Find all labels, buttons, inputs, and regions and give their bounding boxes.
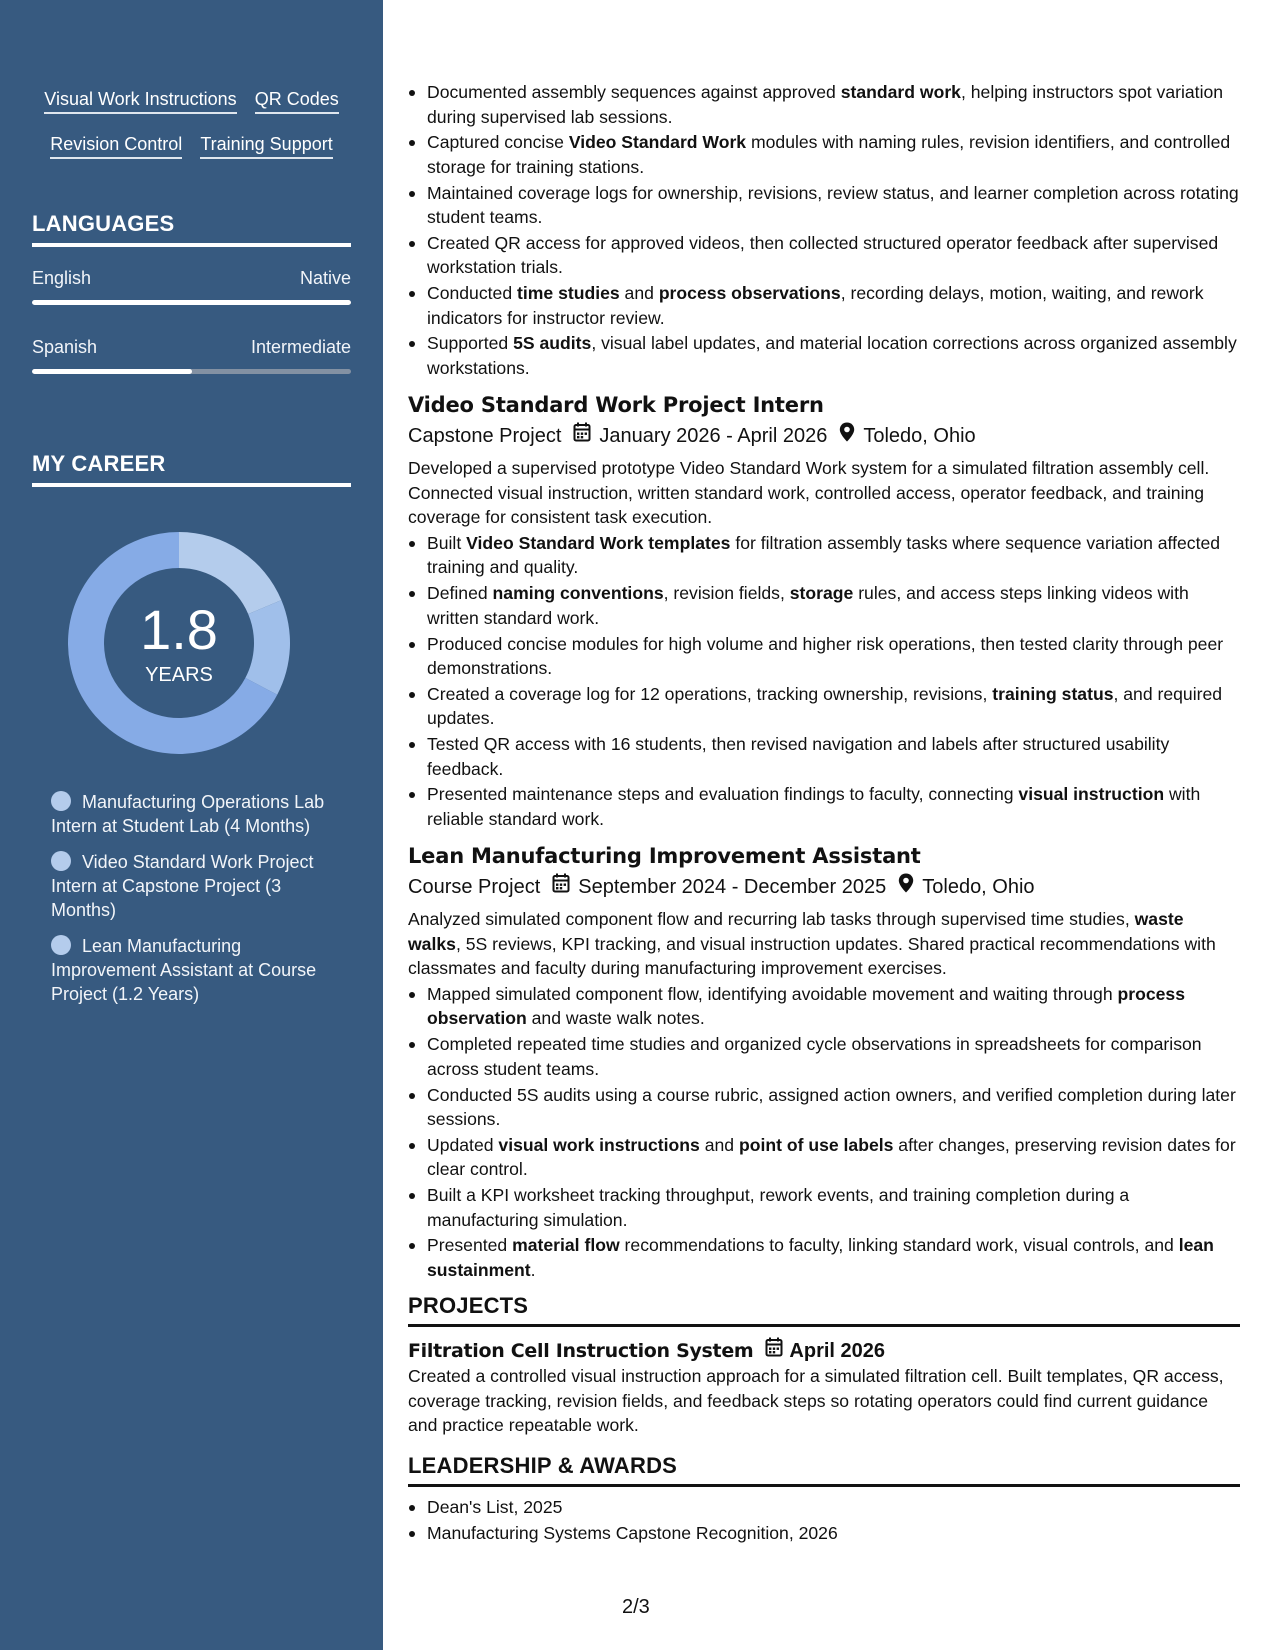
- bold-text: training status: [992, 683, 1114, 704]
- text-run: Produced concise modules for high volume and higher risk operations, then tested clarity through peer demonstrations.: [427, 633, 1224, 679]
- bullet-dot-icon: [409, 241, 415, 247]
- bullet-dot-icon: [409, 291, 415, 297]
- calendar-icon: [573, 422, 591, 450]
- role-bullets: [408, 531, 1240, 831]
- role-summary: [408, 907, 1240, 981]
- text-run: Conducted: [427, 283, 517, 304]
- text-run: Presented maintenance steps and evaluation findings to faculty, connecting: [427, 784, 1019, 805]
- calendar-icon: [765, 1337, 783, 1364]
- career-heading: MY CAREER: [32, 451, 351, 487]
- text-run: Developed a supervised prototype Video Standard Work system for a simulated filtration assembly cell. Connected visual instruction, written standard work, controlled access, operator feedback, and training coverage for consistent task execution.: [408, 458, 1210, 528]
- role-dates: January 2026 - April 2026: [599, 425, 828, 448]
- text-run: Supported: [427, 333, 514, 354]
- sidebar: [0, 0, 383, 1650]
- text-run: Documented assembly sequences against approved: [427, 82, 841, 102]
- text-run: Tested QR access with 16 students, then revised navigation and labels after structured usability feedback.: [427, 734, 1170, 779]
- language-row-english: [32, 268, 351, 289]
- text-run: after changes, preserving revision dates for clear control.: [427, 1134, 1236, 1180]
- text-run: rules, and access steps linking videos with written standard work.: [427, 583, 1189, 628]
- role-location: Toledo, Ohio: [922, 876, 1035, 899]
- career-item-text: Video Standard Work Project Intern at Capstone Project (3 Months): [51, 852, 314, 920]
- bold-text: visual work instructions: [498, 1134, 700, 1155]
- bold-text: lean sustainment: [427, 1235, 1214, 1280]
- bold-text: process observation: [427, 983, 1185, 1029]
- bullet-dot-icon: [409, 992, 415, 998]
- bullet-dot-icon: [409, 591, 415, 597]
- text-run: Defined: [427, 583, 493, 604]
- career-item-text: Lean Manufacturing Improvement Assistant at Course Project (1.2 Years): [51, 936, 317, 1004]
- main-content: [408, 80, 1240, 1547]
- bullet-item: [408, 581, 1240, 630]
- text-run: Analyzed simulated component flow and recurring lab tasks through supervised time studies,: [408, 909, 1135, 930]
- bullet-dot-icon: [409, 1193, 415, 1199]
- language-name: English: [32, 268, 92, 288]
- career-dot-icon: [51, 935, 71, 955]
- career-item: [51, 850, 341, 922]
- project-description: Created a controlled visual instruction approach for a simulated filtration cell. Built templates, QR access, coverage tracking, revision fields, and feedback steps so rotating operators could find current guidance and practice repeatable work.: [408, 1366, 1224, 1436]
- text-run: and: [619, 283, 659, 304]
- bullet-dot-icon: [409, 742, 415, 748]
- role-meta: [408, 873, 1240, 901]
- role-org: Course Project: [408, 876, 541, 899]
- bold-text: material flow: [512, 1235, 620, 1256]
- bullet-dot-icon: [409, 1042, 415, 1048]
- bullet-dot-icon: [409, 541, 415, 547]
- skill-tag: Revision Control: [50, 133, 182, 159]
- career-total-unit: YEARS: [145, 664, 213, 686]
- skills-row-2: [0, 133, 383, 159]
- bullet-dot-icon: [409, 90, 415, 96]
- text-run: and waste walk notes.: [526, 1008, 705, 1029]
- text-run: , and required updates.: [427, 683, 1223, 729]
- bold-text: Video Standard Work: [568, 132, 747, 153]
- bold-text: storage: [789, 583, 854, 604]
- text-run: Built: [427, 532, 467, 553]
- bold-text: standard work: [840, 82, 961, 102]
- bold-text: process observations: [658, 283, 841, 304]
- award-text: Manufacturing Systems Capstone Recognition, 2026: [427, 1522, 838, 1543]
- bullet-item: [408, 1083, 1240, 1132]
- bullet-item: [408, 1133, 1240, 1182]
- text-run: Captured concise: [427, 132, 569, 153]
- bullet-item: [408, 1233, 1240, 1282]
- career-total-value: 1.8: [140, 598, 218, 661]
- skill-tag: Training Support: [200, 133, 332, 159]
- text-run: Created a coverage log for 12 operations, tracking ownership, revisions,: [427, 683, 993, 704]
- role-dates: September 2024 - December 2025: [578, 876, 887, 899]
- bullet-item: [408, 80, 1240, 129]
- bullet-item: [408, 531, 1240, 580]
- text-run: Maintained coverage logs for ownership, revisions, review status, and learner completion across rotating student teams.: [427, 182, 1239, 228]
- language-bar-english: [32, 300, 351, 305]
- calendar-icon: [552, 873, 570, 901]
- bullet-item: [408, 1032, 1240, 1081]
- career-item: [51, 790, 341, 838]
- text-run: , helping instructors spot variation during supervised lab sessions.: [427, 82, 1224, 127]
- role-title: Lean Manufacturing Improvement Assistant: [408, 844, 921, 869]
- bold-text: naming conventions: [492, 583, 664, 604]
- bold-text: time studies: [517, 283, 620, 304]
- career-list: [51, 790, 341, 1018]
- bullet-item: [408, 181, 1240, 230]
- career-dot-icon: [51, 791, 71, 811]
- bullet-item: [408, 1183, 1240, 1232]
- bullet-dot-icon: [409, 1243, 415, 1249]
- bullet-dot-icon: [409, 1143, 415, 1149]
- text-run: , revision fields,: [663, 583, 790, 604]
- text-run: for filtration assembly tasks where sequence variation affected training and quality.: [427, 532, 1221, 578]
- text-run: Updated: [427, 1134, 499, 1155]
- awards-list: [408, 1495, 1240, 1545]
- bullet-dot-icon: [409, 191, 415, 197]
- role-meta: [408, 422, 1240, 450]
- text-run: Conducted 5S audits using a course rubric, assigned action owners, and verified completion during later sessions.: [427, 1084, 1236, 1130]
- bullet-item: [408, 732, 1240, 781]
- text-run: Created QR access for approved videos, then collected structured operator feedback after supervised workstation trials.: [427, 232, 1219, 278]
- role-summary: [408, 456, 1240, 530]
- language-bar-fill: [32, 300, 351, 305]
- bullet-dot-icon: [409, 1505, 415, 1511]
- awards-heading: LEADERSHIP & AWARDS: [408, 1452, 1240, 1487]
- career-dot-icon: [51, 851, 71, 871]
- bullet-item: [408, 632, 1240, 681]
- bold-text: waste walks: [408, 909, 1184, 954]
- language-name: Spanish: [32, 337, 98, 357]
- experience-bullets-top: [408, 80, 1240, 380]
- text-run: Mapped simulated component flow, identifying avoidable movement and waiting through: [427, 983, 1118, 1004]
- text-run: , visual label updates, and material location corrections across organized assembly workstations.: [427, 333, 1237, 378]
- skills-row-1: [0, 88, 383, 114]
- role-location: Toledo, Ohio: [863, 425, 976, 448]
- bullet-dot-icon: [409, 1531, 415, 1537]
- bullet-item: [408, 130, 1240, 179]
- bullet-item: [408, 231, 1240, 280]
- text-run: and: [699, 1134, 739, 1155]
- location-pin-icon: [898, 873, 914, 901]
- bullet-item: [408, 281, 1240, 330]
- career-item-text: Manufacturing Operations Lab Intern at Student Lab (4 Months): [51, 792, 325, 836]
- project-date: April 2026: [789, 1339, 886, 1362]
- bullet-item: [408, 331, 1240, 380]
- bullet-item: [408, 782, 1240, 831]
- language-bar-spanish: [32, 369, 351, 374]
- bullet-dot-icon: [409, 1093, 415, 1099]
- project-title: Filtration Cell Instruction System: [408, 1339, 754, 1362]
- bullet-dot-icon: [409, 341, 415, 347]
- bold-text: 5S audits: [513, 333, 592, 354]
- language-bar-fill: [32, 369, 192, 374]
- award-text: Dean's List, 2025: [427, 1496, 563, 1517]
- skill-tag: QR Codes: [255, 88, 339, 114]
- bullet-item: [408, 982, 1240, 1031]
- bullet-dot-icon: [409, 642, 415, 648]
- project-title-row: [408, 1337, 1240, 1364]
- text-run: Presented: [427, 1235, 513, 1256]
- text-run: , recording delays, motion, waiting, and rework indicators for instructor review.: [427, 283, 1204, 328]
- projects-heading: PROJECTS: [408, 1292, 1240, 1327]
- page-number: 2/3: [622, 1596, 650, 1618]
- role-bullets: [408, 982, 1240, 1282]
- text-run: with reliable standard work.: [427, 784, 1201, 829]
- skill-tag: Visual Work Instructions: [44, 88, 236, 114]
- languages-heading: LANGUAGES: [32, 211, 351, 247]
- bold-text: visual instruction: [1018, 784, 1165, 805]
- bullet-dot-icon: [409, 140, 415, 146]
- award-item: [408, 1521, 1240, 1546]
- career-item: [51, 934, 341, 1006]
- bullet-item: [408, 682, 1240, 731]
- text-run: Built a KPI worksheet tracking throughput, rework events, and training completion during a manufacturing simulation.: [427, 1185, 1130, 1230]
- bold-text: Video Standard Work templates: [466, 532, 731, 553]
- bullet-dot-icon: [409, 692, 415, 698]
- bold-text: point of use labels: [738, 1134, 894, 1155]
- text-run: .: [530, 1259, 536, 1280]
- text-run: modules with naming rules, revision identifiers, and controlled storage for training stations.: [427, 132, 1231, 177]
- award-item: [408, 1495, 1240, 1520]
- location-pin-icon: [839, 422, 855, 450]
- bullet-dot-icon: [409, 792, 415, 798]
- language-level: Intermediate: [250, 337, 351, 357]
- role-title: Video Standard Work Project Intern: [408, 393, 824, 418]
- language-row-spanish: [32, 337, 351, 358]
- text-run: Completed repeated time studies and organized cycle observations in spreadsheets for comparison across student teams.: [427, 1034, 1202, 1079]
- text-run: , 5S reviews, KPI tracking, and visual instruction updates. Shared practical recommendations with classmates and faculty during manufacturing improvement exercises.: [408, 933, 1216, 979]
- language-level: Native: [299, 268, 351, 288]
- role-org: Capstone Project: [408, 425, 562, 448]
- text-run: recommendations to faculty, linking standard work, visual controls, and: [619, 1235, 1179, 1256]
